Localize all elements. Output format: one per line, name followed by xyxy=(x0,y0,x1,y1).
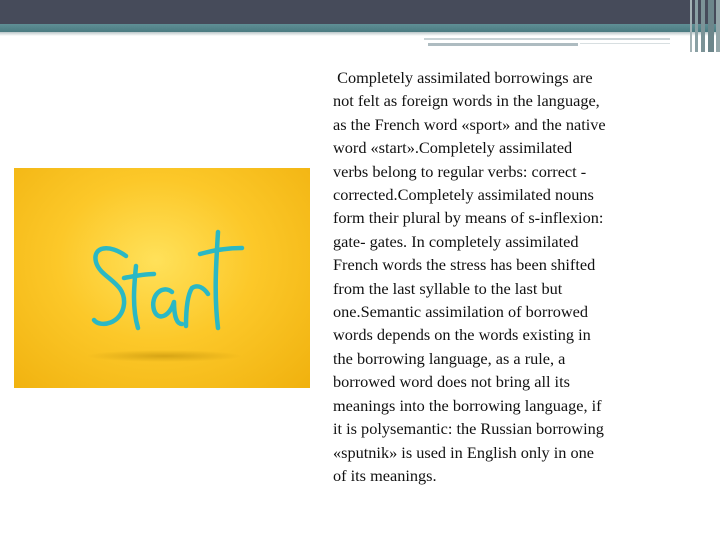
header-teal-bar xyxy=(0,24,720,32)
header-accent-stripe xyxy=(708,0,714,52)
header-accent-stripe xyxy=(716,0,720,52)
header-accent-stripe xyxy=(690,0,692,52)
header-rule-line xyxy=(428,43,578,46)
header-rule-line xyxy=(580,43,670,44)
slide-body-text: Completely assimilated borrowings are not felt as foreign words in the language, as the French word «sport» and the native word «start».Completely assimilated verbs belong to regular verbs: correct - corrected.Completely assimilated nouns form their plural by means of s-inflexion: gate- gates. In completely assimilated French words the stress has been shifted from the last syllable to the last but one.Semantic assimilation of borrowed words depends on the words existing in the borrowing language, as a rule, a borrowed word does not bring all its meanings into the borrowing language, if it is polysemantic: the Russian borrowing «sputnik» is used in English only in one of its meanings. xyxy=(333,68,606,485)
start-lettering xyxy=(94,232,242,328)
header-rule-line xyxy=(424,38,670,40)
letter-t-bar xyxy=(124,274,154,278)
header-shadow xyxy=(0,32,720,36)
letter-t-2-bar xyxy=(200,248,242,254)
start-lettering-image xyxy=(14,168,310,388)
letter-r xyxy=(186,286,208,326)
letter-a xyxy=(153,289,182,324)
letter-t-2 xyxy=(216,232,218,328)
header-accent-stripe xyxy=(695,0,698,52)
header-dark-bar xyxy=(0,0,720,24)
start-lettering-illustration xyxy=(14,168,310,388)
lettering-shadow xyxy=(86,350,242,362)
letter-s xyxy=(94,248,126,324)
header-accent-stripe xyxy=(701,0,705,52)
